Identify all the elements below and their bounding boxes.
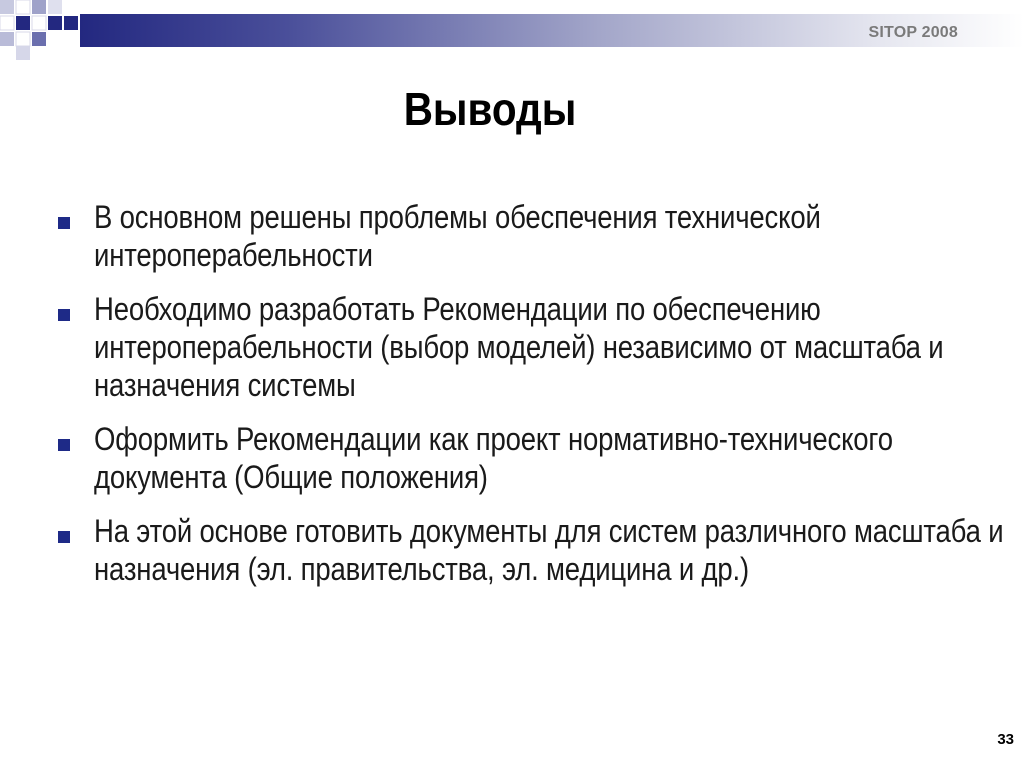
bullet-text: На этой основе готовить документы для систем различного масштаба и назначения (эл. правительства, эл. медицина и др.) xyxy=(94,513,1004,587)
corner-square-decoration xyxy=(0,0,80,60)
bullet-text: В основном решены проблемы обеспечения технической интероперабельности xyxy=(94,199,821,273)
bullet-item xyxy=(56,512,1004,588)
bullet-item xyxy=(56,198,986,274)
bullet-text: Необходимо разработать Рекомендации по обеспечению интероперабельности (выбор моделей) независимо от масштаба и назначения системы xyxy=(94,291,944,403)
slide-title: Выводы xyxy=(403,83,577,135)
page-number: 33 xyxy=(997,731,1014,748)
square-bullet-icon xyxy=(58,531,70,543)
brand-label: SITOP 2008 xyxy=(868,24,958,41)
bullet-item xyxy=(56,290,986,404)
square-bullet-icon xyxy=(58,309,70,321)
bullet-list xyxy=(56,198,1004,604)
bullet-text: Оформить Рекомендации как проект нормативно-технического документа (Общие положения) xyxy=(94,421,893,495)
bullet-item xyxy=(56,420,986,496)
square-grid-decoration-icon xyxy=(0,0,80,60)
square-bullet-icon xyxy=(58,217,70,229)
square-bullet-icon xyxy=(58,439,70,451)
